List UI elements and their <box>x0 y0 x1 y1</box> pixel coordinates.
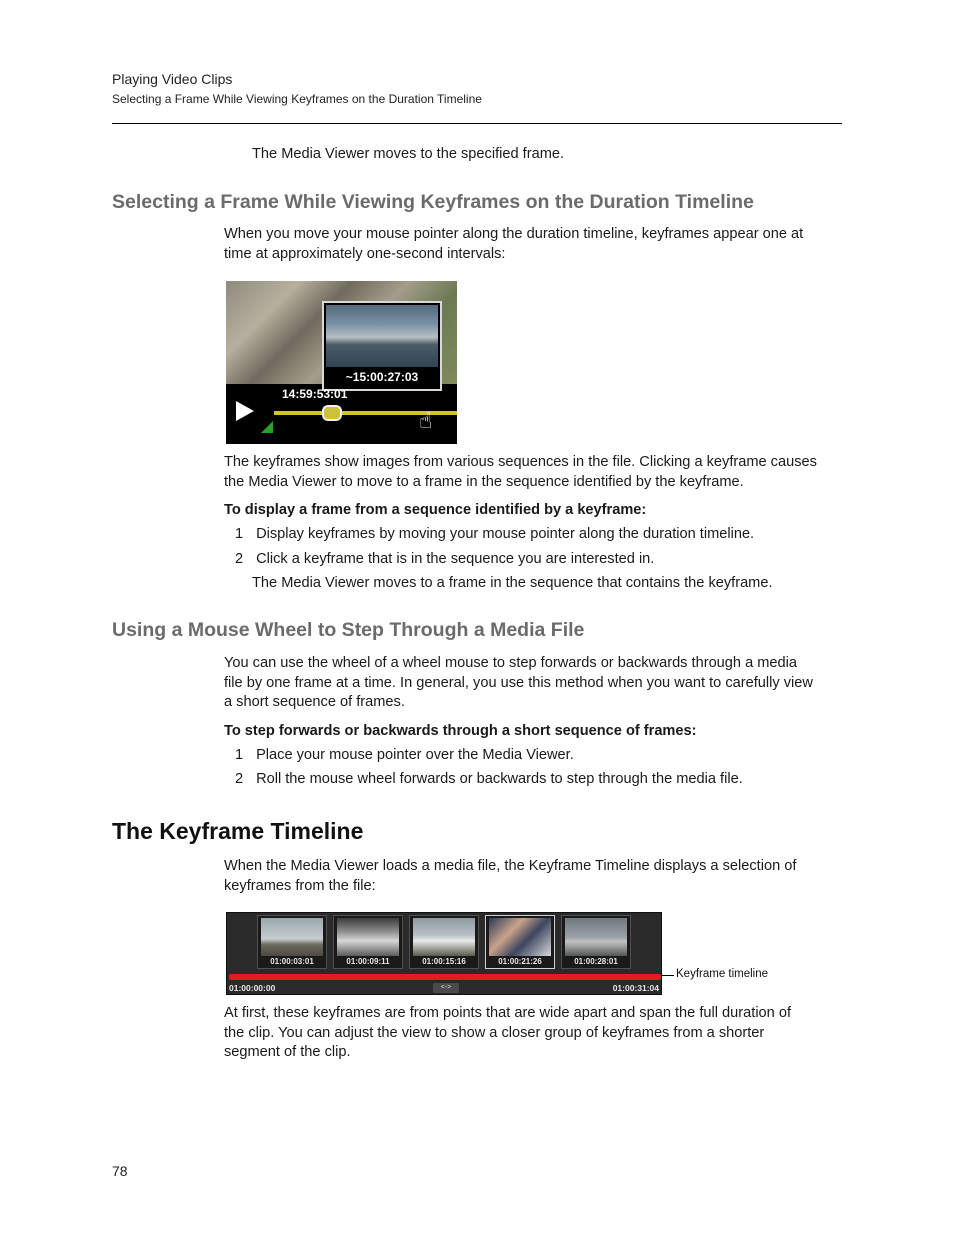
section3-paragraph-2 <box>224 1004 791 1063</box>
header-rule <box>112 123 842 124</box>
running-header-chapter: Playing Video Clips <box>112 71 233 87</box>
section-heading-mouse-wheel: Using a Mouse Wheel to Step Through a Media File <box>112 619 585 641</box>
procedure-step <box>235 550 654 570</box>
keyframe-thumbnail <box>409 915 479 969</box>
play-icon <box>236 401 254 421</box>
callout-leader-line <box>662 975 674 976</box>
thumbnail-timecode: 01:00:28:01 <box>574 957 618 966</box>
text-line: When you move your mouse pointer along the duration timeline, keyframes appear one at <box>224 226 804 242</box>
keyframe-image <box>326 305 438 367</box>
timeline-start-timecode: 01:00:00:00 <box>229 983 276 993</box>
text-line: time at approximately one-second intervals: <box>224 245 506 262</box>
step-text: Click a keyframe that is in the sequence you are interested in. <box>256 551 655 567</box>
procedure-step <box>235 746 574 766</box>
current-timecode: 14:59:53:01 <box>282 387 348 401</box>
text-line: file by one frame at a time. In general, you use this method when you want to carefully view <box>224 674 813 691</box>
procedure-step <box>235 770 743 790</box>
text-line: a short sequence of frames. <box>224 694 405 710</box>
step-number: 1 <box>235 747 244 763</box>
keyframe-thumbnail <box>333 915 403 969</box>
text-line: When the Media Viewer loads a media file, the Keyframe Timeline displays a selection of <box>224 858 797 874</box>
thumbnail-timecode: 01:00:15:16 <box>422 957 466 966</box>
step-text: Roll the mouse wheel forwards or backwards to step through the media file. <box>256 771 743 787</box>
step-text: Display keyframes by moving your mouse pointer along the duration timeline. <box>256 526 755 542</box>
keyframe-thumbnail <box>257 915 327 969</box>
step-number: 1 <box>235 526 244 542</box>
running-header-section: Selecting a Frame While Viewing Keyframes on the Duration Timeline <box>112 92 482 106</box>
thumbnail-image <box>337 918 399 956</box>
page-number: 78 <box>112 1163 128 1179</box>
resize-corner-icon <box>261 421 273 433</box>
intro-result-text: The Media Viewer moves to the specified frame. <box>252 146 565 162</box>
procedure-title: To display a frame from a sequence identified by a keyframe: <box>224 502 647 518</box>
media-viewer-screenshot <box>226 281 457 444</box>
thumbnail-timecode: 01:00:03:01 <box>270 957 314 966</box>
keyframe-timeline-bar <box>229 974 661 980</box>
thumbnail-image <box>413 918 475 956</box>
text-line: the Media Viewer to move to a frame in the sequence identified by the keyframe. <box>224 473 744 490</box>
keyframe-timecode: ~15:00:27:03 <box>345 370 419 384</box>
keyframe-timeline-screenshot <box>226 912 662 995</box>
text-line: At first, these keyframes are from points that are wide apart and span the full duration of <box>224 1005 792 1021</box>
section1-paragraph <box>224 225 803 264</box>
section3-paragraph <box>224 857 796 896</box>
step-number: 2 <box>235 551 244 567</box>
step-text: Place your mouse pointer over the Media Viewer. <box>256 747 574 763</box>
thumbnail-image <box>489 918 551 956</box>
thumbnail-timecode: 01:00:09:11 <box>346 957 390 966</box>
keyframe-timeline-callout: Keyframe timeline <box>676 968 769 980</box>
keyframe-thumbnail <box>561 915 631 969</box>
text-line: You can use the wheel of a wheel mouse to step forwards or backwards through a media <box>224 655 798 671</box>
timeline-playhead <box>322 405 342 421</box>
keyframe-thumbnail-selected <box>485 915 555 969</box>
keyframe-preview <box>322 301 442 391</box>
text-line: The keyframes show images from various sequences in the file. Clicking a keyframe causes <box>224 454 817 470</box>
procedure-title: To step forwards or backwards through a short sequence of frames: <box>224 723 697 739</box>
section-heading-keyframe-timeline: The Keyframe Timeline <box>112 818 364 844</box>
zoom-handle-button: <-> <box>433 983 459 993</box>
hand-pointer-icon: ☝ <box>419 409 433 434</box>
timeline-end-timecode: 01:00:31:04 <box>612 983 659 993</box>
thumbnail-image <box>565 918 627 956</box>
step-number: 2 <box>235 771 244 787</box>
keyframe-thumbnails <box>257 915 631 969</box>
text-line: the clip. You can adjust the view to show a closer group of keyframes from a shorter <box>224 1024 765 1041</box>
thumbnail-timecode: 01:00:21:26 <box>498 957 542 966</box>
procedure-step <box>235 525 754 545</box>
section2-paragraph <box>224 654 813 713</box>
text-line: keyframes from the file: <box>224 877 376 894</box>
text-line: segment of the clip. <box>224 1044 351 1060</box>
section1-paragraph-2 <box>224 453 817 492</box>
step-result: The Media Viewer moves to a frame in the sequence that contains the keyframe. <box>252 575 773 591</box>
section-heading-selecting-frame: Selecting a Frame While Viewing Keyframes on the Duration Timeline <box>112 191 754 213</box>
thumbnail-image <box>261 918 323 956</box>
